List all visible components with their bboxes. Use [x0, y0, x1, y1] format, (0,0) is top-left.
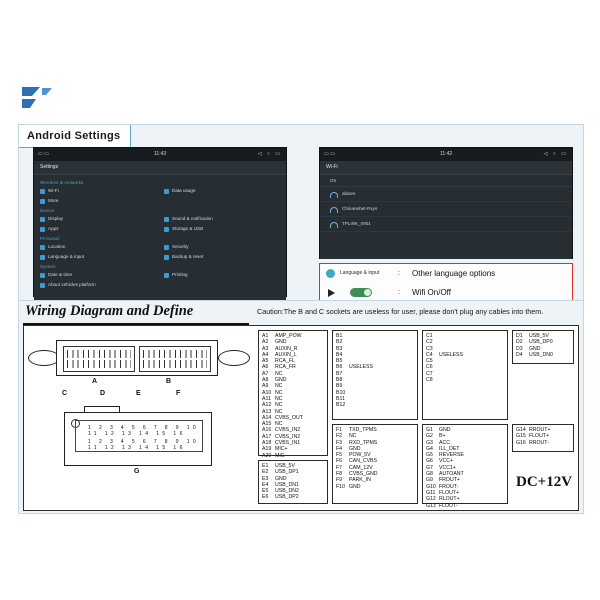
table-block-a: [258, 330, 328, 459]
settings-row[interactable]: [34, 270, 286, 280]
annotation-row-language: [320, 264, 572, 283]
table-row: F2 NC: [336, 433, 357, 440]
table-row: G2 B+: [426, 433, 446, 440]
connector-drawing: [26, 328, 254, 506]
table-row: A2 GND: [262, 339, 287, 346]
connector-label-c: C: [62, 390, 68, 397]
wifi-switch-state[interactable]: On: [320, 175, 572, 187]
table-row: F5 POW_5V: [336, 452, 371, 459]
table-row: G15 FLOUT+: [516, 433, 550, 440]
annotation-language-note: Other language options: [412, 269, 496, 278]
status-bar-nav-icons: ◁ ○ ▭: [543, 151, 568, 157]
table-row: E4 USB_DN1: [262, 481, 299, 488]
tablet-screenshot-settings: [33, 147, 287, 297]
settings-row[interactable]: [34, 186, 286, 196]
wifi-signal-icon: [330, 207, 338, 213]
status-bar-nav-icons: ◁ ○ ▭: [257, 151, 282, 157]
table-row: F3 RXD_TPMS: [336, 439, 378, 446]
table-row: B3: [336, 345, 343, 352]
settings-item-label: Apps: [48, 226, 59, 231]
language-icon: [40, 255, 45, 260]
table-row: B8: [336, 377, 343, 384]
power-label: DC+12V: [516, 474, 573, 490]
pin-numbers-top: 1 2 3 4 5 6 7 8 9 10 11 12 13 14 15 16: [88, 425, 200, 437]
table-row: A10 NC: [262, 389, 283, 396]
wifi-network-item[interactable]: [320, 202, 572, 217]
pin-row: [143, 360, 207, 368]
wifi-icon: [40, 189, 45, 194]
table-row: F9 PARK_IN: [336, 477, 371, 484]
table-row: B4: [336, 351, 343, 358]
settings-item-label: Location: [48, 244, 66, 249]
connector-label-d: D: [100, 390, 106, 397]
status-bar-time: 11:42: [440, 151, 453, 157]
table-block-g: [422, 424, 508, 509]
table-row: C3: [426, 345, 433, 352]
table-row: G5 REVERSE: [426, 452, 464, 459]
table-row: F6 CAN_CVBS: [336, 458, 377, 465]
annotation-language-label: Language & input: [340, 270, 380, 276]
settings-item-label: Date & time: [48, 272, 72, 277]
table-row: G8 AUTOANT: [426, 471, 464, 478]
table-row: A3 AUXIN_R: [262, 345, 298, 352]
table-row: E6 USB_DP2: [262, 494, 299, 501]
wifi-signal-icon: [330, 192, 338, 198]
wifi-network-item[interactable]: [320, 217, 572, 232]
table-row: A5 RCA_FL: [262, 358, 295, 365]
table-row: G14 RROUT+: [516, 427, 551, 433]
table-row: G12 RLOUT+: [426, 496, 460, 503]
settings-item-label: Language & input: [48, 254, 85, 259]
annotation-wifi-note: Wifi On/Off: [412, 288, 451, 297]
wifi-network-name: TPLINK_0901: [342, 221, 371, 226]
table-row: F4 GND: [336, 445, 361, 452]
connector-label-e: E: [136, 390, 141, 397]
pin-row: [67, 360, 131, 368]
backup-icon: [164, 255, 169, 260]
connector-half-b: [139, 346, 211, 372]
storage-icon: [164, 227, 169, 232]
table-row: C2: [426, 339, 433, 346]
table-block-g2: [512, 424, 574, 452]
table-row: B1: [336, 333, 343, 339]
settings-row[interactable]: [34, 242, 286, 252]
table-block-d: [512, 330, 574, 364]
pin-row: [143, 350, 207, 358]
table-row: B5: [336, 358, 343, 365]
table-row: C1: [426, 333, 433, 339]
settings-row[interactable]: [34, 252, 286, 262]
security-icon: [164, 245, 169, 250]
wiring-title: Wiring Diagram and Define: [25, 303, 194, 319]
date-time-icon: [40, 273, 45, 278]
settings-item-label: Display: [48, 216, 64, 221]
table-row: A9 NC: [262, 383, 283, 390]
language-icon: [326, 269, 335, 278]
settings-list: [34, 175, 286, 300]
table-row: G3 ACC: [426, 439, 450, 446]
table-row: G1 GND: [426, 427, 451, 433]
caution-text: Caution:The B and C sockets are useless for user, please don't plug any cables into them.: [257, 307, 544, 316]
table-row: A16 CVBS_IN2: [262, 427, 301, 434]
wiring-section: [18, 300, 584, 514]
settings-title: Settings: [34, 161, 286, 175]
settings-item-label: Security: [172, 244, 189, 249]
table-row: A6 RCA_FR: [262, 364, 296, 371]
table-row: F10 GND: [336, 483, 361, 490]
table-row: C8: [426, 377, 433, 384]
printing-icon: [164, 273, 169, 278]
settings-item-label: Storage & USB: [172, 226, 204, 231]
wifi-network-item[interactable]: [320, 187, 572, 202]
status-bar-time: 11:43: [154, 151, 167, 157]
connector-label-g: G: [134, 468, 140, 475]
table-row: G10 FROUT-: [426, 483, 459, 490]
connector-label-b: B: [166, 378, 172, 385]
table-row: F1 TXD_TPMS: [336, 427, 377, 433]
connector-main-body: [56, 340, 218, 376]
table-row: A17 CVBS_IN2: [262, 433, 301, 440]
more-icon: [40, 199, 45, 204]
wifi-title: Wi-Fi: [320, 161, 572, 175]
settings-item-label: Wi-Fi: [48, 188, 59, 193]
status-bar: [320, 148, 572, 161]
brand-logo-icon: [20, 85, 54, 111]
table-row: F8 CVBS_GND: [336, 471, 378, 478]
settings-group-label: Device: [40, 208, 55, 213]
table-row: G6 VCC+: [426, 458, 453, 465]
table-block-f: [332, 424, 418, 504]
sound-icon: [164, 217, 169, 222]
table-row: A7 NC: [262, 370, 283, 377]
wifi-toggle[interactable]: [350, 288, 372, 297]
play-icon: [328, 289, 335, 297]
settings-item-label: Data usage: [172, 188, 196, 193]
table-row: G11 FLOUT+: [426, 489, 460, 496]
connector-half-a: [63, 346, 135, 372]
settings-item-label: Sound & notification: [172, 216, 213, 221]
table-row: C6: [426, 364, 433, 371]
table-row: G16 RROUT-: [516, 439, 549, 446]
wifi-network-name: Chinanebet-Rxys: [342, 206, 378, 211]
table-row: B7: [336, 370, 343, 377]
table-row: B11: [336, 395, 345, 402]
wifi-signal-icon: [330, 222, 338, 228]
table-row: E3 GND: [262, 475, 287, 482]
annotation-colon: :: [398, 270, 400, 277]
table-row: A18 CVBS_IN1: [262, 440, 301, 447]
annotation-colon: :: [398, 289, 400, 296]
table-block-b: [332, 330, 418, 420]
wifi-network-name: abises: [342, 191, 356, 196]
table-row: A1 AMP_POW: [262, 333, 302, 339]
table-row: A12 NC: [262, 402, 283, 409]
android-settings-section: [18, 124, 584, 308]
about-icon: [40, 283, 45, 288]
table-row: A13 NC: [262, 408, 283, 415]
settings-item-label: About vehicles platform: [48, 282, 96, 287]
settings-row[interactable]: [34, 224, 286, 234]
display-icon: [40, 217, 45, 222]
settings-item-label: Printing: [172, 272, 188, 277]
apps-icon: [40, 227, 45, 232]
table-row: E1 USB_5V: [262, 463, 295, 469]
table-row: F7 CAM_12V: [336, 464, 373, 471]
annotation-callout: [319, 263, 573, 305]
table-row: B12: [336, 402, 346, 409]
wifi-list: [320, 175, 572, 259]
table-block-c: [422, 330, 508, 420]
table-row: A20 MIC-: [262, 452, 287, 459]
settings-item-label: More: [48, 198, 59, 203]
status-bar-icons: ▭ ▭: [324, 151, 335, 157]
settings-group-label: Wireless & networks: [40, 180, 84, 185]
table-row: A11 NC: [262, 395, 283, 402]
table-row: C7: [426, 370, 433, 377]
settings-row[interactable]: [34, 214, 286, 224]
settings-row[interactable]: [34, 280, 286, 290]
table-row: A15 NC: [262, 421, 283, 428]
wiring-diagram-sheet: [23, 325, 579, 511]
settings-item-label: Backup & reset: [172, 254, 204, 259]
table-row: C4 USELESS: [426, 351, 463, 358]
data-usage-icon: [164, 189, 169, 194]
pin-row: [67, 350, 131, 358]
status-bar-icons: ▭ ▭: [38, 151, 49, 157]
connector-label-f: F: [176, 390, 181, 397]
table-row: C5: [426, 358, 433, 365]
table-row: D1 USB_5V: [516, 333, 549, 339]
table-row: E2 USB_DP1: [262, 469, 299, 476]
table-row: B9: [336, 383, 343, 390]
table-row: G9 FROUT+: [426, 477, 460, 484]
connector-pin-field: [75, 420, 203, 452]
settings-group-label: Personal: [40, 236, 59, 241]
status-bar: [34, 148, 286, 161]
table-row: D3 GND: [516, 345, 541, 352]
table-row: G7 VCC1+: [426, 464, 456, 471]
android-settings-title: Android Settings: [19, 125, 131, 148]
table-row: A8 GND: [262, 377, 287, 384]
table-row: D4 USB_DN0: [516, 351, 553, 358]
table-row: D2 USB_DP0: [516, 339, 553, 346]
table-row: A4 AUXIN_L: [262, 351, 297, 358]
table-row: B10: [336, 389, 346, 396]
location-icon: [40, 245, 45, 250]
settings-group-label: System: [40, 264, 56, 269]
pin-numbers-bottom: 1 2 3 4 5 6 7 8 9 10 11 12 13 14 15 16: [88, 439, 200, 451]
table-row: B2: [336, 339, 343, 346]
table-row: G4 ILL_DET: [426, 445, 460, 452]
table-row: A19 MIC+: [262, 446, 288, 453]
table-row: B6 USELESS: [336, 364, 373, 371]
settings-row[interactable]: [34, 196, 286, 206]
table-block-e: [258, 460, 328, 504]
table-row: A14 CVBS_OUT: [262, 414, 303, 421]
table-row: E5 USB_DN2: [262, 488, 299, 495]
table-row: G13 FLOUT-: [426, 502, 458, 509]
connector-mounting-ear: [218, 350, 250, 366]
connector-secondary-body: [64, 412, 212, 466]
tablet-screenshot-wifi: [319, 147, 573, 259]
connector-label-a: A: [92, 378, 98, 385]
